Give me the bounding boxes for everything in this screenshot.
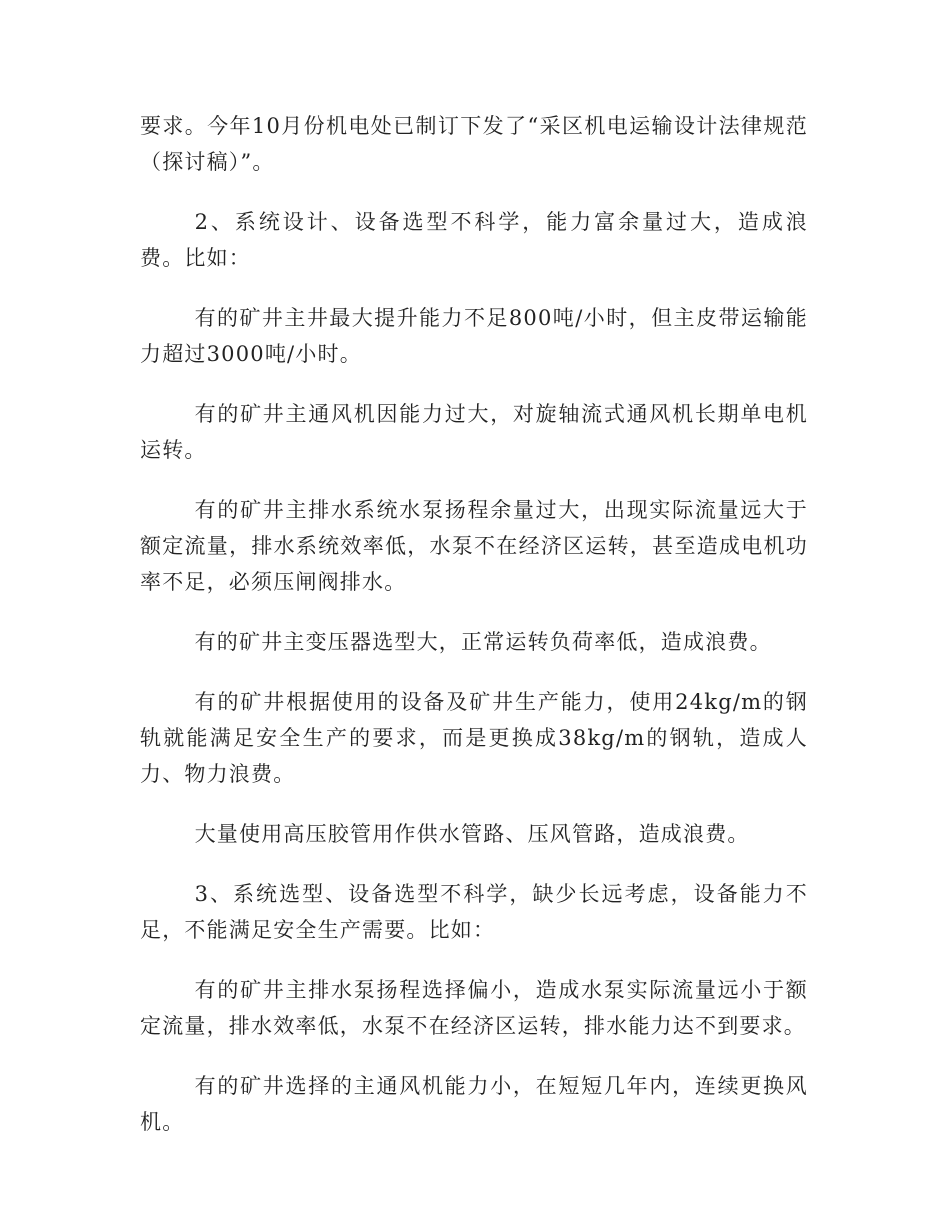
paragraph-hoist-capacity: 有的矿井主井最大提升能力不足800吨/小时，但主皮带运输能力超过3000吨/小时。 — [140, 306, 808, 366]
paragraph-drainage-pump: 有的矿井主排水系统水泵扬程余量过大，出现实际流量远大于额定流量，排水系统效率低，水泵不在经济区运转，甚至造成电机功率不足，必须压闸阀排水。 — [140, 498, 808, 594]
paragraph-ventilator: 有的矿井主通风机因能力过大，对旋轴流式通风机长期单电机运转。 — [140, 402, 808, 462]
paragraph-item-2: 2、系统设计、设备选型不科学，能力富余量过大，造成浪费。比如： — [140, 210, 808, 270]
paragraph-hose: 大量使用高压胶管用作供水管路、压风管路，造成浪费。 — [194, 822, 750, 846]
paragraph-pump-head: 有的矿井主排水泵扬程选择偏小，造成水泵实际流量远小于额定流量，排水效率低，水泵不在经济区运转，排水能力达不到要求。 — [140, 978, 808, 1038]
document-body — [140, 108, 808, 1164]
paragraph-ventilator-small: 有的矿井选择的主通风机能力小，在短短几年内，连续更换风机。 — [140, 1074, 808, 1134]
paragraph-rail: 有的矿井根据使用的设备及矿井生产能力，使用24kg/m的钢轨就能满足安全生产的要求，而是更换成38kg/m的钢轨，造成人力、物力浪费。 — [140, 690, 808, 786]
paragraph-item-3: 3、系统选型、设备选型不科学，缺少长远考虑，设备能力不足，不能满足安全生产需要。比如： — [140, 882, 808, 942]
paragraph-continuation: 要求。今年10月份机电处已制订下发了“采区机电运输设计法律规范（探讨稿）”。 — [140, 114, 808, 174]
paragraph-transformer: 有的矿井主变压器选型大，正常运转负荷率低，造成浪费。 — [194, 630, 772, 654]
